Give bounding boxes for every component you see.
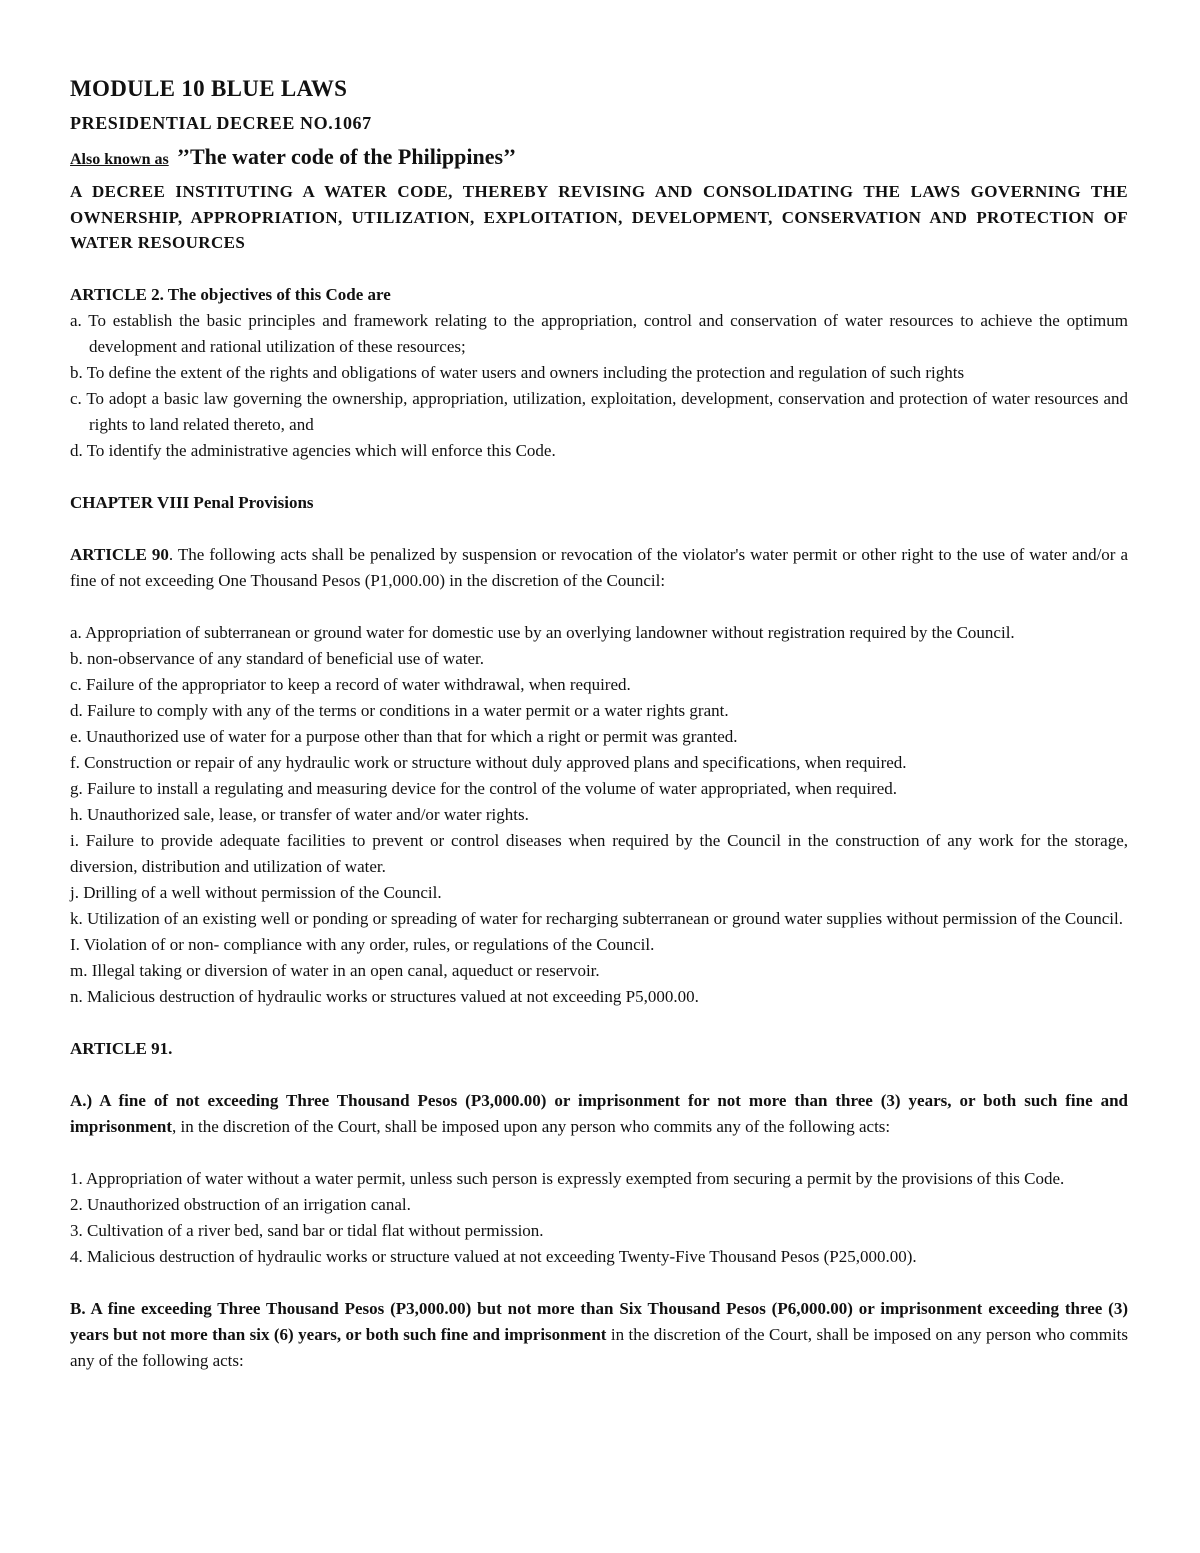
article-91-heading: ARTICLE 91. bbox=[70, 1038, 173, 1058]
violation-item: e. Unauthorized use of water for a purpose other than that for which a right or permit was granted. bbox=[70, 726, 738, 746]
article-90-list bbox=[70, 620, 1128, 1010]
violation-item: I. Violation of or non- compliance with any order, rules, or regulations of the Council. bbox=[70, 934, 655, 954]
article-90-intro bbox=[70, 542, 1128, 594]
article-91-b-penalty: B. A fine exceeding Three Thousand Pesos (P3,000.00) but not more than Six Thousand Pesos (P6,000.00) or imprisonment exceeding three (3) years but not more than six (6) years, or both such fine and imprisonment bbox=[70, 1298, 1128, 1344]
violation-item: c. Failure of the appropriator to keep a record of water withdrawal, when required. bbox=[70, 674, 631, 694]
violation-item: i. Failure to provide adequate facilities to prevent or control diseases when required by the Council in the construction of any work for the storage, diversion, distribution and utilization of water. bbox=[70, 830, 1128, 876]
violation-item: j. Drilling of a well without permission of the Council. bbox=[70, 882, 442, 902]
decree-title: A DECREE INSTITUTING A WATER CODE, THEREBY REVISING AND CONSOLIDATING THE LAWS GOVERNING THE OWNERSHIP, APPROPRIATION, UTILIZATION, EXPLOITATION, DEVELOPMENT, CONSERVATION AND PROTECTION OF WATER RESOURCES bbox=[70, 182, 1128, 252]
objective-item: a. To establish the basic principles and framework relating to the appropriation, control and conservation of water resources to achieve the optimum development and rational utilization of these resources; bbox=[70, 310, 1128, 356]
article-2-list bbox=[70, 308, 1128, 464]
chapter-8-heading: CHAPTER VIII Penal Provisions bbox=[70, 492, 314, 512]
article-91-b bbox=[70, 1296, 1128, 1374]
act-item: 3. Cultivation of a river bed, sand bar or tidal flat without permission. bbox=[70, 1220, 544, 1240]
violation-item: h. Unauthorized sale, lease, or transfer of water and/or water rights. bbox=[70, 804, 529, 824]
article-2-heading: ARTICLE 2. The objectives of this Code are bbox=[70, 284, 391, 304]
code-name: ’’The water code of the Philippines’’ bbox=[176, 144, 517, 169]
module-title: MODULE 10 BLUE LAWS bbox=[70, 76, 348, 101]
act-item: 2. Unauthorized obstruction of an irrigation canal. bbox=[70, 1194, 411, 1214]
violation-item: f. Construction or repair of any hydraulic work or structure without duly approved plans and specifications, when required. bbox=[70, 752, 907, 772]
act-item: 1. Appropriation of water without a water permit, unless such person is expressly exempted from securing a permit by the provisions of this Code. bbox=[70, 1168, 1065, 1188]
article-91-a-list bbox=[70, 1166, 1128, 1270]
objective-item: b. To define the extent of the rights and obligations of water users and owners including the protection and regulation of such rights bbox=[70, 362, 965, 382]
violation-item: g. Failure to install a regulating and measuring device for the control of the volume of water appropriated, when required. bbox=[70, 778, 898, 798]
article-91-b-text: in the discretion of the Court, shall be imposed on any person who commits any of the following acts: bbox=[70, 1324, 1129, 1370]
article-91-a-text: , in the discretion of the Court, shall be imposed upon any person who commits any of the following acts: bbox=[172, 1116, 891, 1136]
article-90-text: . The following acts shall be penalized by suspension or revocation of the violator's water permit or other right to the use of water and/or a fine of not exceeding One Thousand Pesos (P1,000.00) in the discretion of the Council: bbox=[70, 544, 1128, 590]
violation-item: d. Failure to comply with any of the terms or conditions in a water permit or a water rights grant. bbox=[70, 700, 729, 720]
decree-number: PRESIDENTIAL DECREE NO.1067 bbox=[70, 113, 372, 133]
violation-item: b. non-observance of any standard of beneficial use of water. bbox=[70, 648, 484, 668]
article-91-a bbox=[70, 1088, 1128, 1140]
violation-item: k. Utilization of an existing well or ponding or spreading of water for recharging subterranean or ground water supplies without permission of the Council. bbox=[70, 908, 1123, 928]
article-90-label: ARTICLE 90 bbox=[70, 544, 169, 564]
article-91-a-penalty: A.) A fine of not exceeding Three Thousand Pesos (P3,000.00) or imprisonment for not more than three (3) years, or both such fine and imprisonment bbox=[70, 1090, 1128, 1136]
violation-item: m. Illegal taking or diversion of water in an open canal, aqueduct or reservoir. bbox=[70, 960, 600, 980]
also-known-as bbox=[70, 140, 1128, 177]
act-item: 4. Malicious destruction of hydraulic works or structure valued at not exceeding Twenty-Five Thousand Pesos (P25,000.00). bbox=[70, 1246, 917, 1266]
objective-item: c. To adopt a basic law governing the ownership, appropriation, utilization, exploitation, development, conservation and protection of water resources and rights to land related thereto, and bbox=[70, 388, 1128, 434]
aka-label: Also known as bbox=[70, 151, 169, 168]
violation-item: a. Appropriation of subterranean or ground water for domestic use by an overlying landowner without registration required by the Council. bbox=[70, 622, 1015, 642]
objective-item: d. To identify the administrative agencies which will enforce this Code. bbox=[70, 440, 556, 460]
violation-item: n. Malicious destruction of hydraulic works or structures valued at not exceeding P5,000.00. bbox=[70, 986, 699, 1006]
